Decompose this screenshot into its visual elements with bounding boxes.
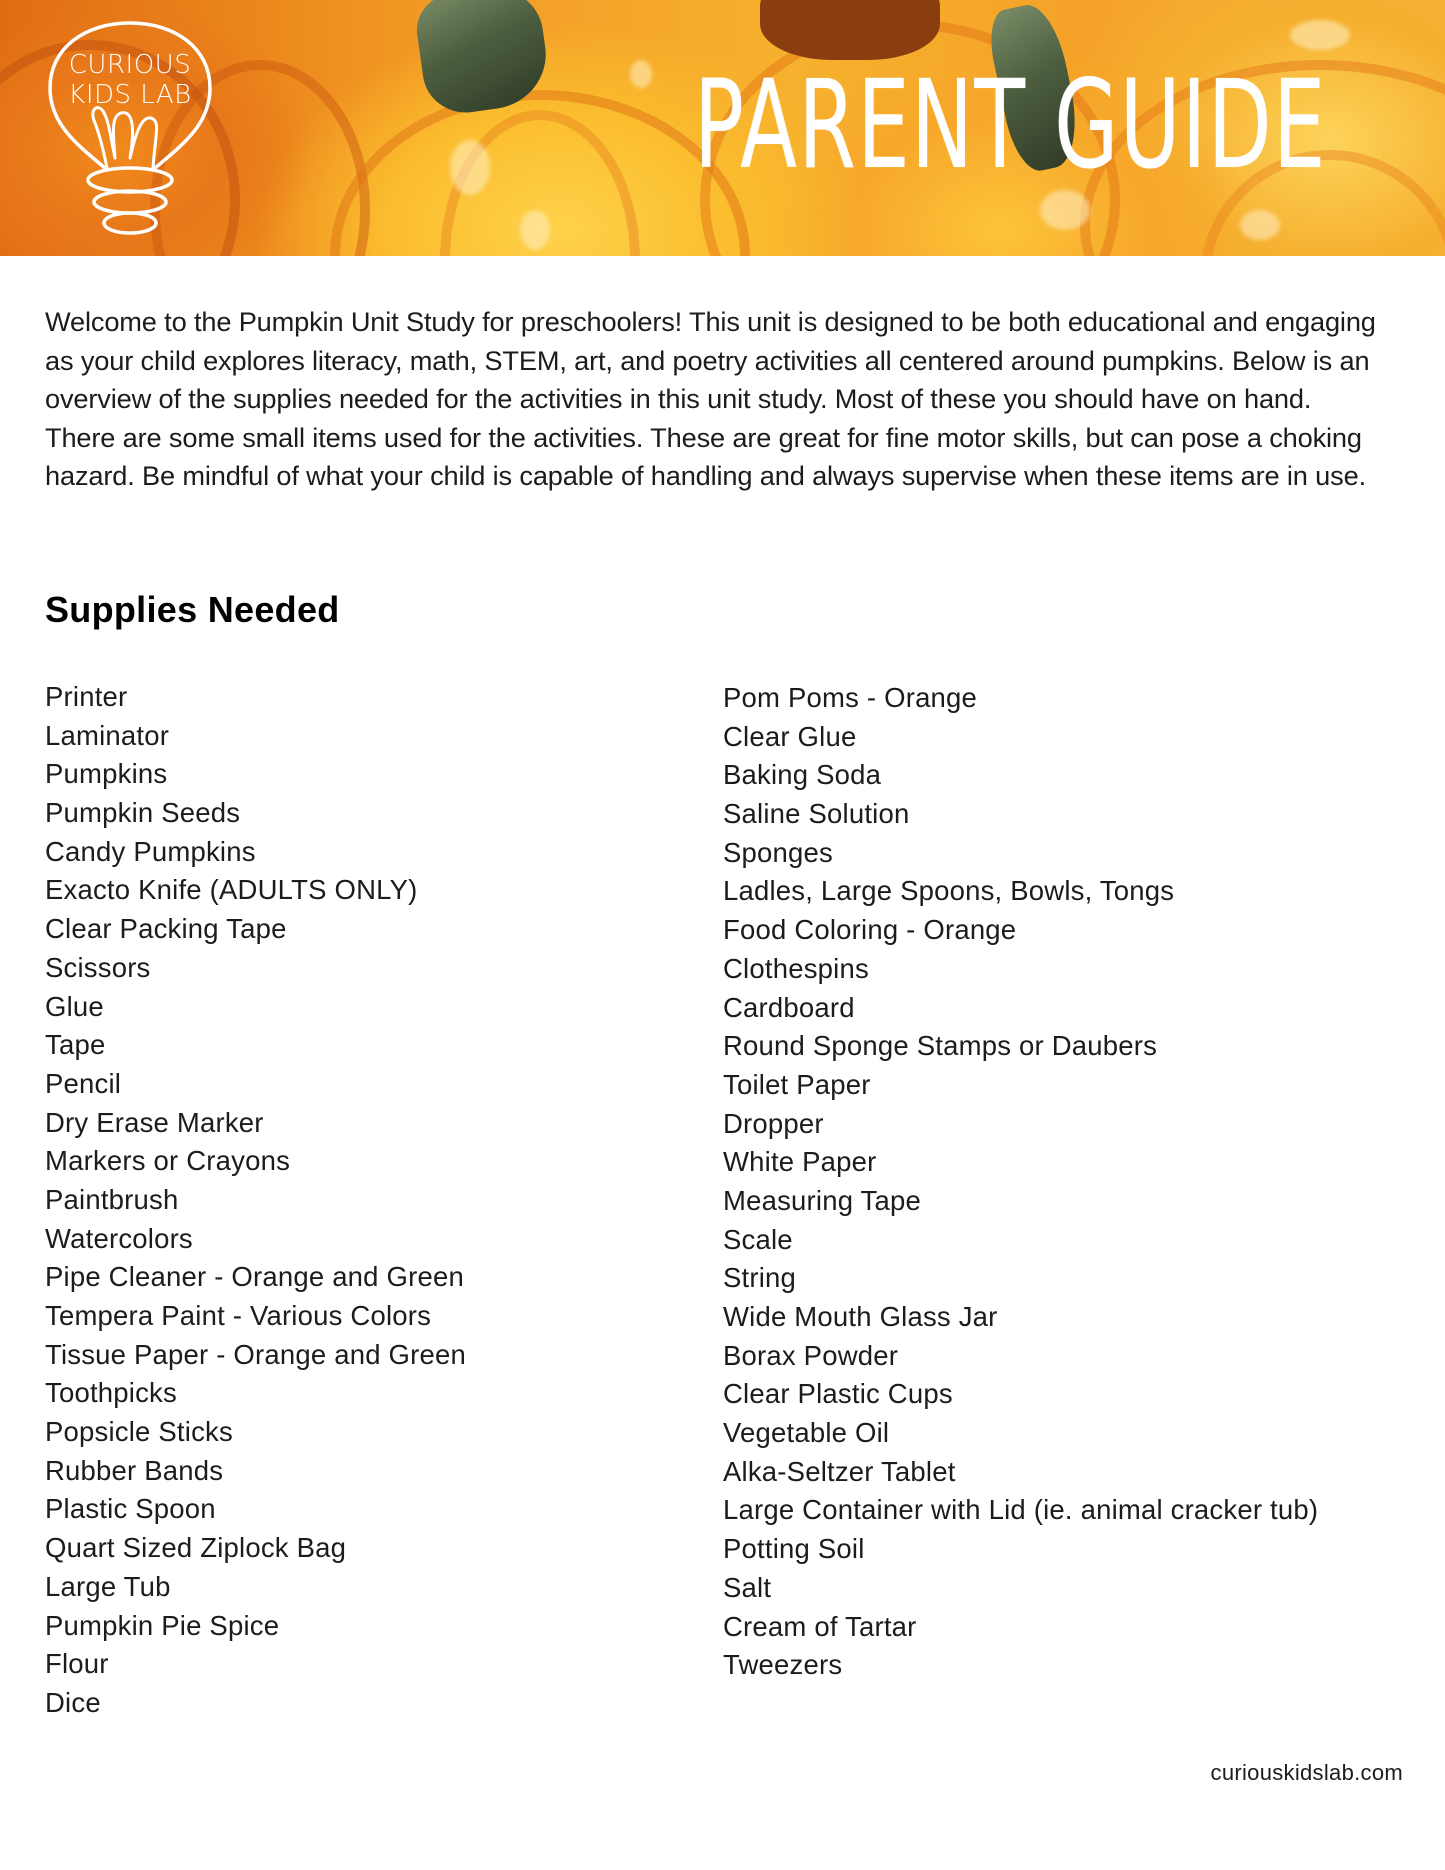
list-item: Baking Soda bbox=[723, 759, 882, 791]
list-item: Measuring Tape bbox=[723, 1184, 921, 1216]
list-item: Ladles, Large Spoons, Bowls, Tongs bbox=[723, 875, 1175, 907]
list-item: Dropper bbox=[723, 1107, 824, 1139]
list-item: Clear Glue bbox=[723, 720, 857, 752]
list-item: Dry Erase Marker bbox=[45, 1106, 264, 1138]
list-item: String bbox=[723, 1262, 797, 1294]
list-item: Pom Poms - Orange bbox=[723, 682, 978, 713]
curious-kids-lab-logo bbox=[45, 18, 215, 243]
list-item: Tape bbox=[45, 1029, 106, 1061]
list-item: White Paper bbox=[723, 1146, 877, 1178]
list-item: Sponges bbox=[723, 836, 833, 868]
list-item: Laminator bbox=[45, 719, 170, 751]
list-item: Quart Sized Ziplock Bag bbox=[45, 1532, 347, 1564]
list-item: Clear Packing Tape bbox=[45, 913, 287, 945]
list-item: Dice bbox=[45, 1686, 101, 1718]
list-item: Popsicle Sticks bbox=[45, 1416, 233, 1448]
header-banner bbox=[0, 0, 1445, 256]
list-item: Flour bbox=[45, 1648, 109, 1680]
list-item: Exacto Knife (ADULTS ONLY) bbox=[45, 874, 418, 906]
logo-text-curious: CURIOUS bbox=[68, 50, 192, 80]
list-item: Scissors bbox=[45, 951, 151, 983]
list-item: Glue bbox=[45, 990, 104, 1022]
list-item: Tempera Paint - Various Colors bbox=[45, 1300, 432, 1331]
list-item: Toilet Paper bbox=[723, 1068, 871, 1100]
list-item: Food Coloring - Orange bbox=[723, 914, 1017, 946]
list-item: Candy Pumpkins bbox=[45, 835, 256, 867]
supplies-heading: Supplies Needed bbox=[45, 589, 340, 630]
list-item: Cream of Tartar bbox=[723, 1610, 917, 1642]
logo-text-kids-lab: KIDS LAB bbox=[68, 80, 192, 110]
list-item: Tweezers bbox=[723, 1649, 843, 1681]
list-item: Borax Powder bbox=[723, 1339, 899, 1371]
list-item: Pipe Cleaner - Orange and Green bbox=[45, 1261, 464, 1293]
list-item: Tissue Paper - Orange and Green bbox=[45, 1338, 466, 1370]
list-item: Clear Plastic Cups bbox=[723, 1378, 953, 1410]
list-item: Clothespins bbox=[723, 952, 869, 984]
list-item: Paintbrush bbox=[45, 1183, 179, 1215]
list-item: Saline Solution bbox=[723, 798, 910, 830]
list-item: Cardboard bbox=[723, 991, 855, 1023]
list-item: Markers or Crayons bbox=[45, 1145, 291, 1177]
supplies-list-right bbox=[723, 679, 1318, 1685]
list-item: Pumpkins bbox=[45, 758, 168, 790]
footer-website: curiouskidslab.com bbox=[1210, 1760, 1403, 1785]
list-item: Watercolors bbox=[45, 1222, 193, 1254]
list-item: Pumpkin Pie Spice bbox=[45, 1609, 280, 1641]
list-item: Rubber Bands bbox=[45, 1454, 224, 1486]
list-item: Salt bbox=[723, 1571, 772, 1603]
list-item: Plastic Spoon bbox=[45, 1493, 216, 1525]
list-item: Pumpkin Seeds bbox=[45, 797, 241, 829]
list-item: Potting Soil bbox=[723, 1533, 865, 1565]
list-item: Vegetable Oil bbox=[723, 1417, 890, 1449]
supplies-list-left bbox=[45, 678, 466, 1723]
list-item: Alka-Seltzer Tablet bbox=[723, 1455, 956, 1487]
list-item: Large Tub bbox=[45, 1570, 171, 1602]
intro-paragraph: Welcome to the Pumpkin Unit Study for preschoolers! This unit is designed to be both educational and engaging as your child explores literacy, math, STEM, art, and poetry activities all centered around pumpkins. Below is an overview of the supplies needed for the activities in this unit study. Most of these you should have on hand. There are some small items used for the activities. These are great for fine motor skills, but can pose a choking hazard. Be mindful of what your child is capable of handling and always supervise when these items are in use. bbox=[45, 306, 1376, 492]
list-item: Toothpicks bbox=[45, 1377, 177, 1409]
list-item: Wide Mouth Glass Jar bbox=[723, 1301, 998, 1332]
list-item: Scale bbox=[723, 1223, 793, 1255]
list-item: Printer bbox=[45, 681, 128, 712]
page-title: PARENT GUIDE bbox=[694, 54, 1327, 196]
list-item: Round Sponge Stamps or Daubers bbox=[723, 1030, 1158, 1062]
list-item: Large Container with Lid (ie. animal cracker tub) bbox=[723, 1494, 1319, 1526]
list-item: Pencil bbox=[45, 1067, 122, 1099]
